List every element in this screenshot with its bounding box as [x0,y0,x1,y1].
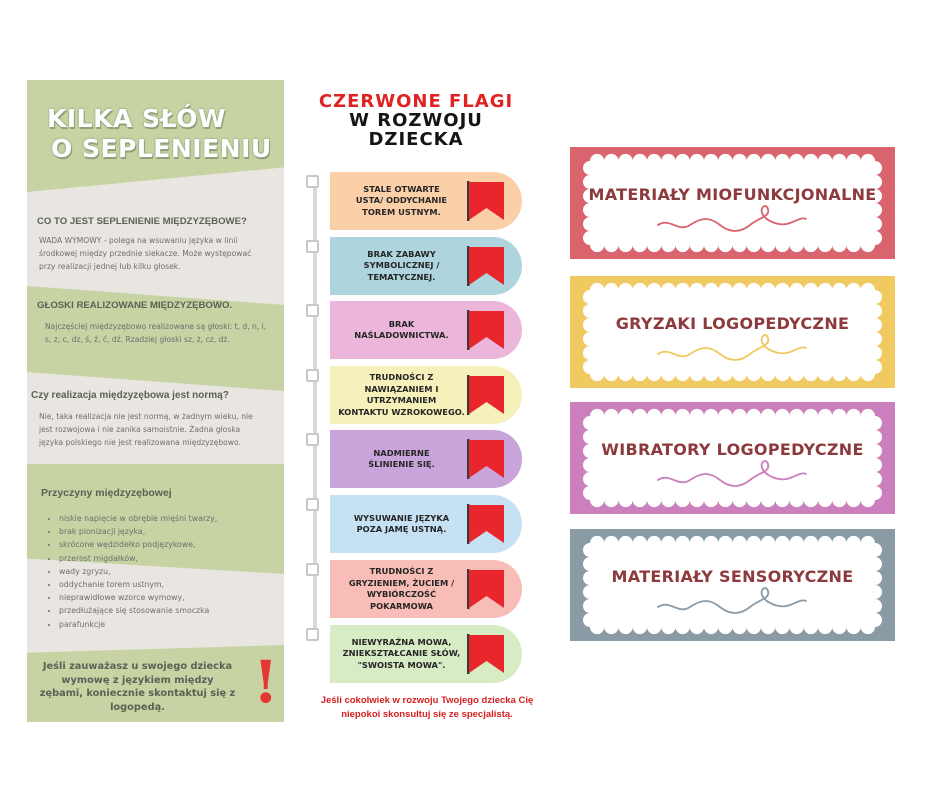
red-flag-item [330,625,522,683]
warning-text: Jeśli zauważasz u swojego dziecka wymowę z językiem między zębami, koniecznie skontaktuj się z logopedą. [39,661,236,713]
red-flags-title-line1: CZERWONE FLAGI [318,91,514,112]
red-flag-text: STALE OTWARTE USTA/ ODDYCHANIE TOREM USTNYM. [355,183,448,217]
list-item: • skrócone wędzidełko podjęzykowe, [59,538,284,551]
red-flag-item [330,430,522,488]
section1-heading: CO TO JEST SEPLENIENIE MIĘDZYZĘBOWE? [37,216,247,227]
list-item: • brak pionizacji języka, [59,525,284,538]
section3-body: Nie, taka realizacja nie jest normą, w żadnym wieku, nie jest rozwojowa i nie zanika samoistnie. Żadna głoska języka polskiego nie jest realizowana międzyzębowo. [39,412,253,447]
list-item: • wady zgryzu, [59,565,284,578]
timeline-node [306,433,319,446]
section3-heading: Czy realizacja międzyzębowa jest normą? [31,390,229,401]
red-flag-text: BRAK NAŚLADOWNICTWA. [354,318,449,340]
flag-icon [464,438,506,480]
red-flag-text: NIEWYRAŹNA MOWA, ZNIEKSZTAŁCANIE SŁÓW, "SWOISTA MOWA". [342,636,461,670]
red-flag-item [330,172,522,230]
red-flag-text: TRUDNOŚCI Z NAWIĄZANIEM I UTRZYMANIEM KONTAKTU WZROKOWEGO. [338,372,465,417]
product-card [570,147,895,259]
red-flags-title-line3: DZIECKA [368,129,464,150]
card-label: MATERIAŁY SENSORYCZNE [611,567,854,586]
product-card [570,276,895,388]
list-item: • parafunkcje [59,618,284,631]
list-item: • przerost migdałków, [59,552,284,565]
exclamation-icon: ! [253,648,279,716]
product-card [570,529,895,641]
red-flag-text: BRAK ZABAWY SYMBOLICZNEJ / TEMATYCZNEJ. [363,248,440,282]
section1-body: WADA WYMOWY - polega na wsuwaniu języka w linii środkowej między przednie siekacze. Może występować przy realizacji jednej lub kilku głosek. [39,236,252,271]
list-item: • przedłużające się stosowanie smoczka [59,604,284,617]
infographic-title-line1: KILKA SŁÓW [47,104,227,133]
section2-body: Najczęściej międzyzębowo realizowane są głoski: t, d, n, l, s, z, c, dz, ś, ź, ć, dź. Rzadziej głoski sz, ż, cz, dż. [45,322,267,344]
flag-icon [464,309,506,351]
timeline-node [306,304,319,317]
list-item: • nieprawidłowe wzorce wymowy, [59,591,284,604]
red-flag-item [330,237,522,295]
timeline-node [306,175,319,188]
timeline-node [306,628,319,641]
card-label: GRYZAKI LOGOPEDYCZNE [615,314,850,333]
flag-icon [464,633,506,675]
causes-list [47,512,284,631]
product-card [570,402,895,514]
section4-heading: Przyczyny międzyzębowej [41,487,172,499]
timeline-node [306,498,319,511]
list-item: • oddychanie torem ustnym, [59,578,284,591]
timeline-node [306,563,319,576]
red-flags-title [296,92,536,149]
red-flag-item [330,560,522,618]
list-item: • niskie napięcie w obrębie mięśni twarzy, [59,512,284,525]
infographic-title-line2: O SEPLENIENIU [51,134,272,163]
card-label: MATERIAŁY MIOFUNKCJONALNE [588,185,877,204]
red-flag-text: NADMIERNE ŚLINIENIE SIĘ. [368,447,435,469]
card-label: WIBRATORY LOGOPEDYCZNE [601,440,864,459]
red-flags-title-line2: W ROZWOJU [349,110,483,131]
red-flag-item [330,495,522,553]
red-flag-item [330,366,522,424]
red-flag-text: WYSUWANIE JĘZYKA POZA JAMĘ USTNĄ. [353,512,450,534]
flag-icon [464,374,506,416]
seplenienie-infographic [27,80,284,722]
red-flag-item [330,301,522,359]
flag-icon [464,503,506,545]
flag-icon [464,180,506,222]
flag-icon [464,568,506,610]
section2-heading: GŁOSKI REALIZOWANE MIĘDZYZĘBOWO. [37,300,233,311]
consult-note: Jeśli cokolwiek w rozwoju Twojego dziecka Cię niepokoi skonsultuj się ze specjalistą. [320,695,534,720]
timeline-node [306,240,319,253]
flag-icon [464,245,506,287]
timeline-node [306,369,319,382]
red-flag-text: TRUDNOŚCI Z GRYZIENIEM, ŻUCIEM / WYBIÓRCZOŚĆ POKARMOWA [348,566,455,611]
